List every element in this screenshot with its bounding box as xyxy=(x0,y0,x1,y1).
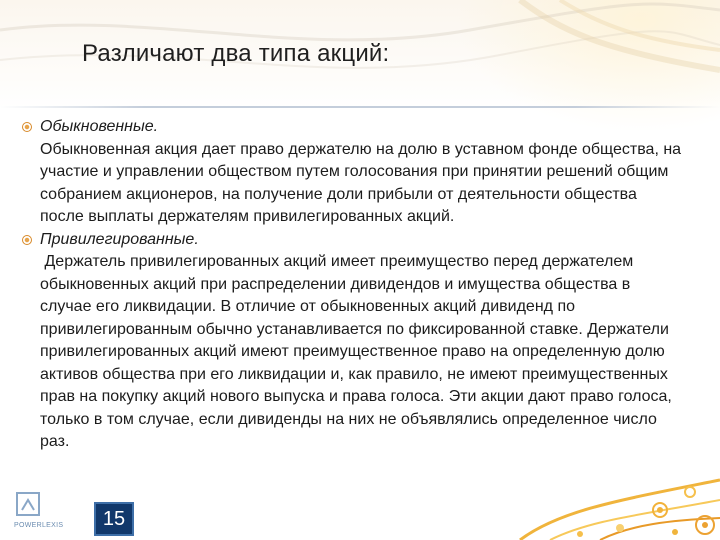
bullet-preferred-shares xyxy=(22,229,682,252)
section-text-preferred-body: Держатель привилегированных акций имеет преимущество перед держателем обыкновенных акций при распределении дивидендов и имущества общества в случае его ликвидации. В отличие от обыкновенных акций дивиденд по привилегированным обычно устанавливается по фиксированной ставке. Держатели привилегированных акций имеют преимущественное право на определенную долю активов общества при его ликвидации и, как правило, не имеют преимущественных прав на покупку акций нового выпуска и права голоса. Эти акции дают право голоса, только в том случае, если дивиденды на них не объявлялись определенное число раз. xyxy=(40,253,672,450)
page-number: 15 xyxy=(94,502,134,536)
title-divider xyxy=(0,106,720,108)
bullet-icon xyxy=(22,235,32,245)
bullet-common-shares xyxy=(22,116,682,139)
section-text-common: Обыкновенная акция дает право держателю на долю в уставном фонде общества, на участие и управлении обществом путем голосования при принятии решений общим собранием акционеров, на получение доли прибыли от деятельности общества после выплаты держателям привилегированных акций. xyxy=(40,140,682,225)
section-heading-preferred: Привилегированные. xyxy=(40,230,199,248)
footer-swirl-decoration xyxy=(460,470,720,540)
logo-icon xyxy=(14,490,44,520)
section-text-preferred xyxy=(22,251,682,454)
logo xyxy=(14,490,64,536)
slide-content xyxy=(22,116,682,454)
slide-title: Различают два типа акций: xyxy=(82,40,390,67)
section-heading-common: Обыкновенные. xyxy=(40,118,159,135)
bullet-icon xyxy=(22,122,32,132)
logo-text: POWERLEXIS xyxy=(14,522,64,529)
